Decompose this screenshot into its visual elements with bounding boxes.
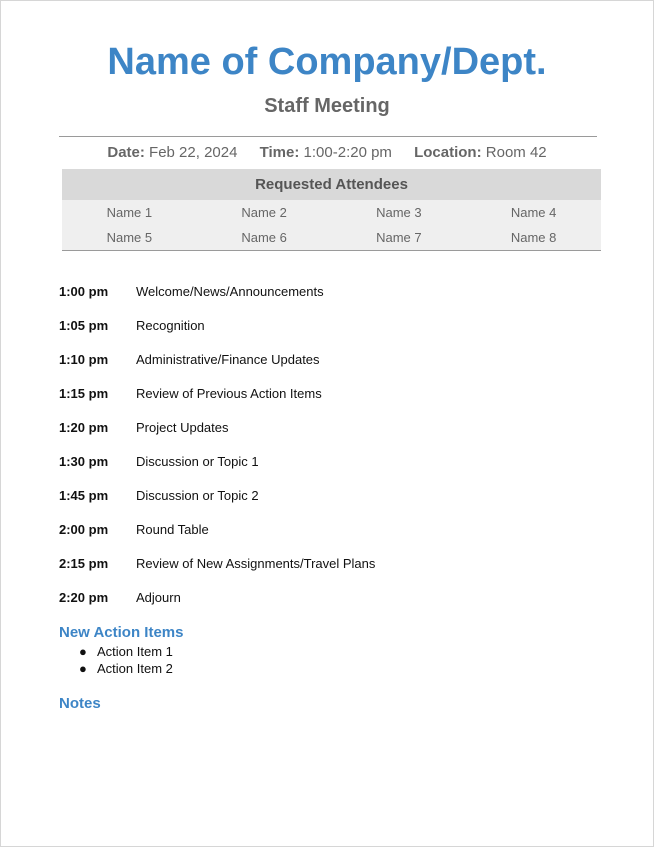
agenda-time: 2:00 pm <box>59 522 109 537</box>
agenda-row <box>59 316 619 350</box>
action-item <box>79 643 173 660</box>
attendees-grid <box>62 200 601 251</box>
agenda-item: Adjourn <box>136 590 181 605</box>
meta-location <box>414 144 547 162</box>
attendee-name: Name 8 <box>510 230 557 245</box>
agenda-row <box>59 486 619 520</box>
agenda-row <box>59 452 619 486</box>
agenda-item: Administrative/Finance Updates <box>136 352 320 367</box>
header-divider <box>59 136 597 137</box>
attendees-table <box>62 169 601 251</box>
agenda-time: 1:05 pm <box>59 318 109 333</box>
agenda-row <box>59 418 619 452</box>
date-value: Feb 22, 2024 <box>149 144 238 161</box>
meta-date <box>107 144 237 162</box>
attendee-name: Name 5 <box>106 230 153 245</box>
location-label: Location: <box>414 144 482 161</box>
agenda-item: Project Updates <box>136 420 229 435</box>
agenda-time: 2:20 pm <box>59 590 109 605</box>
agenda-time: 1:00 pm <box>59 284 109 299</box>
attendees-heading: Requested Attendees <box>62 169 601 200</box>
agenda-item: Recognition <box>136 318 205 333</box>
agenda-time: 1:15 pm <box>59 386 109 401</box>
action-items-heading: New Action Items <box>59 624 184 641</box>
date-label: Date: <box>107 144 145 161</box>
agenda-item: Welcome/News/Announcements <box>136 284 324 299</box>
action-item <box>79 660 173 677</box>
agenda-time: 1:45 pm <box>59 488 109 503</box>
location-value: Room 42 <box>485 144 547 161</box>
bullet-icon: ● <box>79 661 87 676</box>
agenda-row <box>59 384 619 418</box>
agenda-row <box>59 350 619 384</box>
agenda-time: 1:10 pm <box>59 352 109 367</box>
bullet-icon: ● <box>79 644 87 659</box>
action-item-text: Action Item 1 <box>97 644 173 659</box>
agenda-item: Discussion or Topic 1 <box>136 454 259 469</box>
attendee-name: Name 3 <box>376 205 422 220</box>
agenda-item: Review of New Assignments/Travel Plans <box>136 556 376 571</box>
meeting-title: Staff Meeting <box>264 95 390 117</box>
meta-time <box>260 144 392 162</box>
agenda-time: 1:30 pm <box>59 454 109 469</box>
action-items-list <box>79 643 173 677</box>
agenda-time: 2:15 pm <box>59 556 109 571</box>
attendee-name: Name 2 <box>241 205 287 220</box>
agenda-row <box>59 554 619 588</box>
agenda-item: Round Table <box>136 522 209 537</box>
time-value: 1:00-2:20 pm <box>303 144 392 161</box>
attendee-name: Name 4 <box>510 205 557 220</box>
attendee-name: Name 1 <box>106 205 153 220</box>
time-label: Time: <box>259 144 300 161</box>
agenda-row <box>59 520 619 554</box>
agenda-item: Discussion or Topic 2 <box>136 488 259 503</box>
agenda-item: Review of Previous Action Items <box>136 386 322 401</box>
meeting-meta <box>1 144 653 162</box>
agenda-list <box>59 282 619 622</box>
agenda-time: 1:20 pm <box>59 420 109 435</box>
attendee-name: Name 7 <box>376 230 422 245</box>
company-title: Name of Company/Dept. <box>107 41 547 83</box>
agenda-row <box>59 588 619 622</box>
notes-heading: Notes <box>59 695 101 712</box>
attendee-name: Name 6 <box>241 230 287 245</box>
agenda-row <box>59 282 619 316</box>
action-item-text: Action Item 2 <box>97 661 173 676</box>
